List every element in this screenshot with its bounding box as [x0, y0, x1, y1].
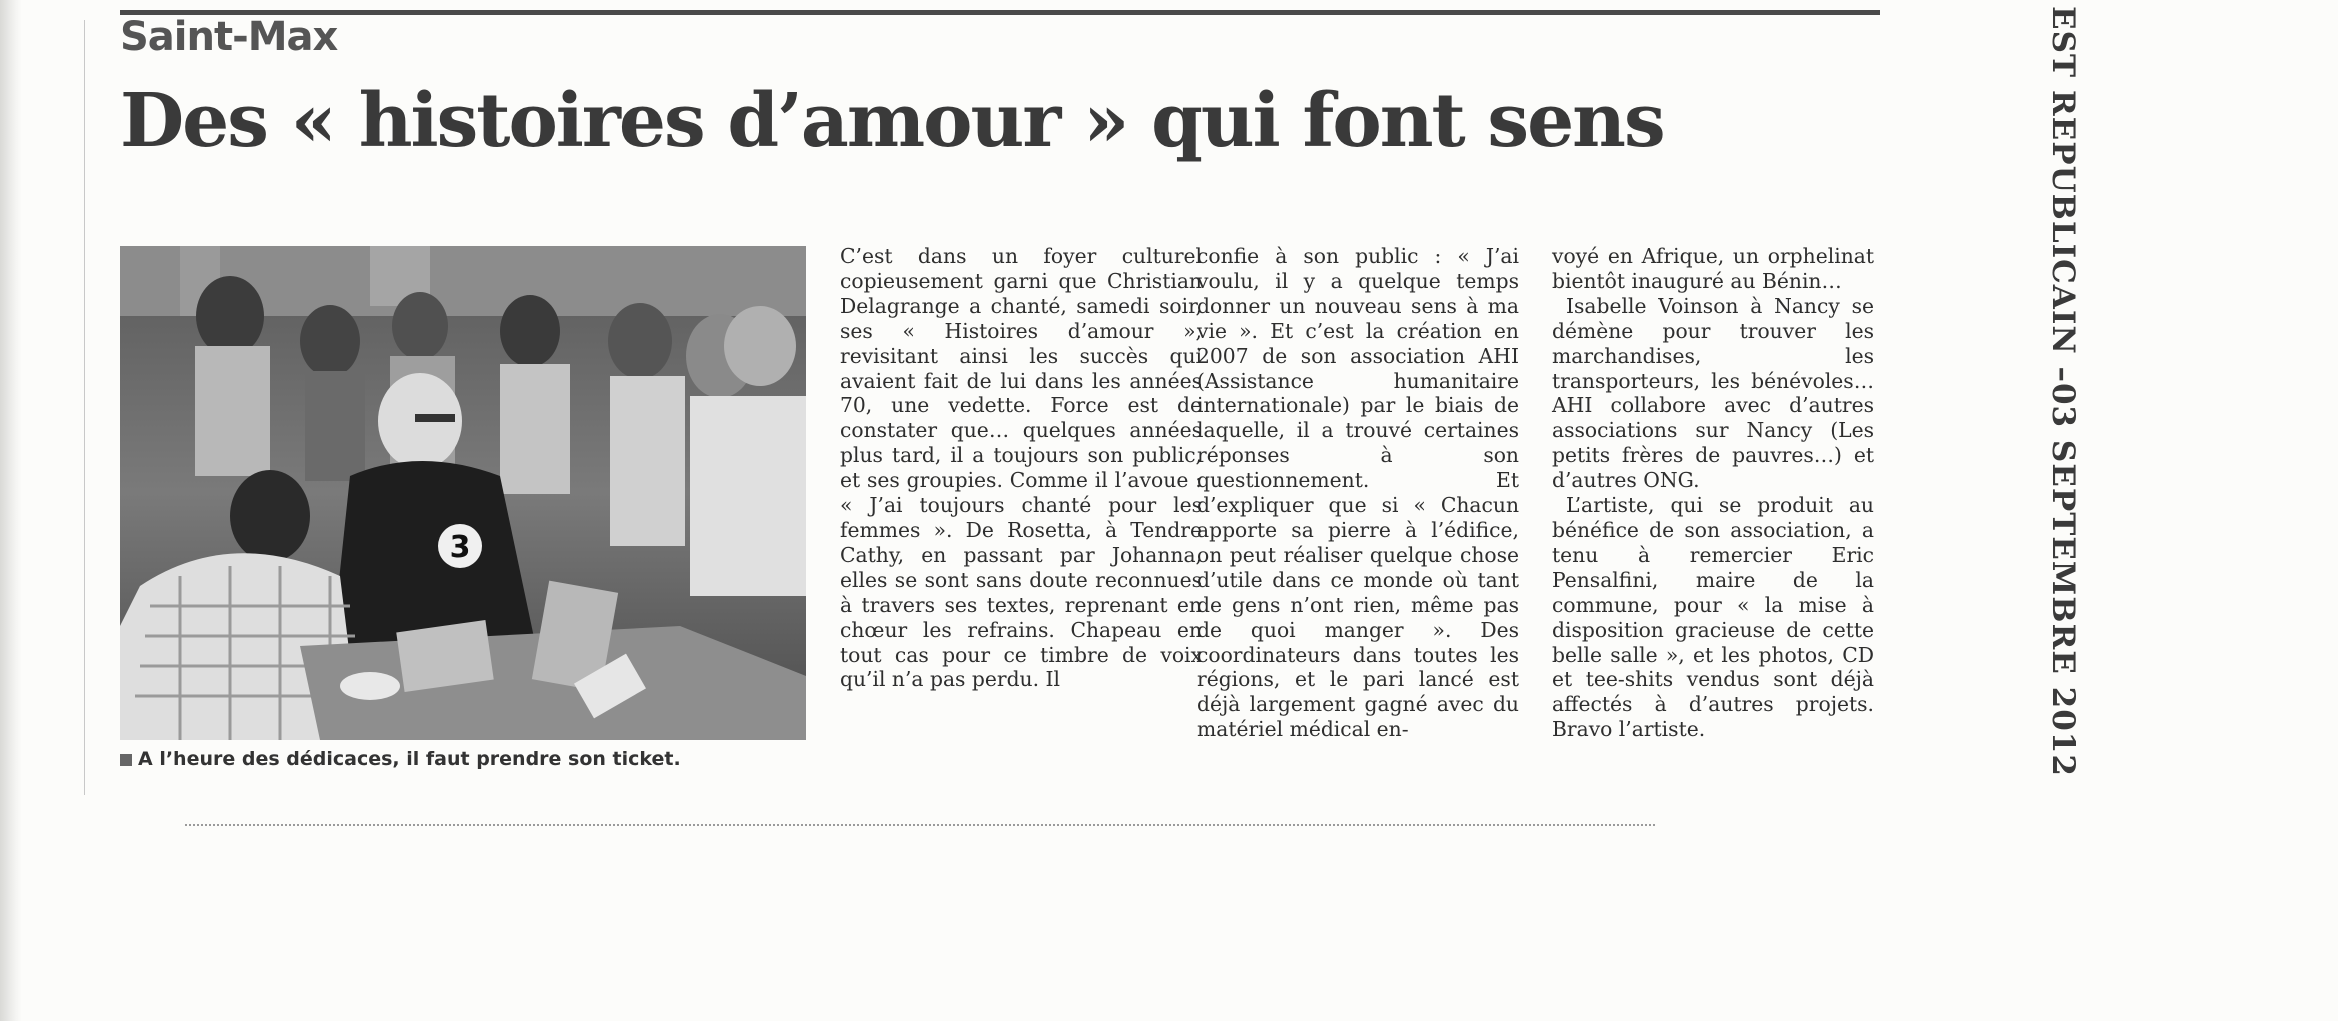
- article-photo: [120, 246, 806, 740]
- publication-dateline: [2003, 6, 2123, 777]
- caption-bullet-icon: [120, 754, 132, 766]
- article-column-2: [1197, 244, 1519, 742]
- headline: Des « histoires d’amour » qui font sens: [120, 78, 1664, 164]
- bottom-rule: [185, 824, 1655, 828]
- photo-caption: [120, 748, 681, 770]
- paragraph: Isabelle Voinson à Nancy se démène pour trouver les marchandises, les transporteurs, les bénévoles… AHI collabore avec d’autres associations sur Nancy (Les petits frères de pauvres…) et d’autres ONG.: [1552, 293, 1874, 493]
- article-column-1: [840, 244, 1202, 692]
- scan-edge-shadow: [0, 0, 22, 1021]
- article-column-3: [1552, 244, 1874, 742]
- photo-illustration: [120, 246, 806, 740]
- paragraph: L’artiste, qui se produit au bénéfice de son association, a tenu à remercier Eric Pensalfini, maire de la commune, pour « la mise à disposition gracieuse de cette belle salle », et les photos, CD et tee-shits vendus sont déjà affectés à d’autres projets. Bravo l’artiste.: [1552, 493, 1874, 742]
- publication-date: 03 SEPTEMBRE 2012: [2045, 382, 2081, 777]
- publication-name: EST REPUBLICAIN –: [2045, 6, 2081, 383]
- top-rule: [120, 10, 1880, 15]
- caption-text: A l’heure des dédicaces, il faut prendre son ticket.: [138, 748, 681, 770]
- paragraph: voyé en Afrique, un orphelinat bientôt inauguré au Bénin…: [1552, 244, 1874, 293]
- left-margin-rule: [84, 20, 85, 795]
- paragraph: confie à son public : « J’ai voulu, il y a quelque temps donner un nouveau sens à ma vie ». Et c’est la création en 2007 de son association AHI (Assistance humanitaire internationale) par le biais de laquelle, il a trouvé certaines réponses à son questionnement. Et d’expliquer que si « Chacun apporte sa pierre à l’édifice, on peut réaliser quelque chose d’utile dans ce monde où tant de gens n’ont rien, même pas de quoi manger ». Des coordinateurs dans toutes les régions, et le pari lancé est déjà largement gagné avec du matériel médical en-: [1197, 244, 1519, 742]
- section-kicker: Saint-Max: [120, 14, 338, 60]
- shirt-number: 3: [449, 530, 471, 565]
- paragraph: C’est dans un foyer culturel copieusement garni que Christian Delagrange a chanté, samedi soir, ses « Histoires d’amour », revisitant ainsi les succès qui avaient fait de lui dans les années 70, une vedette. Force est de constater que… quelques années plus tard, il a toujours son public, et ses groupies. Comme il l’avoue : « J’ai toujours chanté pour les femmes ». De Rosetta, à Tendre Cathy, en passant par Johanna, elles se sont sans doute reconnues à travers ses textes, reprenant en chœur les refrains. Chapeau en tout cas pour ce timbre de voix qu’il n’a pas perdu. Il: [840, 244, 1202, 692]
